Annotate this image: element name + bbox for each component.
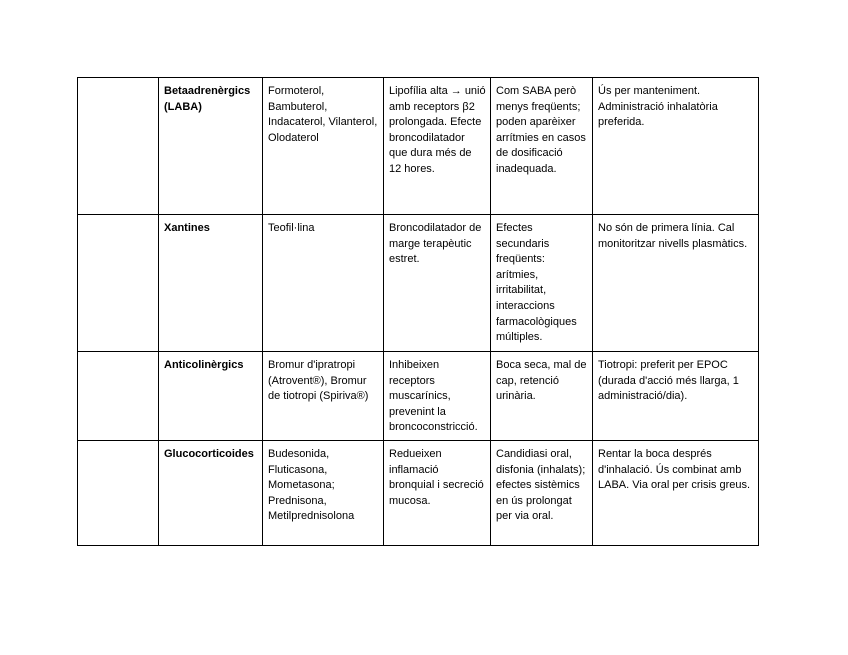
drug-table: [77, 77, 759, 546]
table-row: [78, 352, 759, 441]
category-cell: Betaadrenèrgics (LABA): [159, 78, 263, 215]
adverse-effects-cell: Candidiasi oral, disfonia (inhalats); efectes sistèmics en ús prolongat per via oral.: [491, 441, 593, 546]
category-cell: Anticolinèrgics: [159, 352, 263, 441]
notes-cell: No són de primera línia. Cal monitoritzar nivells plasmàtics.: [593, 215, 759, 352]
table-row: [78, 78, 759, 215]
mechanism-cell: Inhibeixen receptors muscarínics, prevenint la broncoconstricció.: [384, 352, 491, 441]
empty-cell: [78, 215, 159, 352]
category-cell: Glucocorticoides: [159, 441, 263, 546]
table-row: [78, 215, 759, 352]
mechanism-cell: Lipofília alta → unió amb receptors β2 prolongada. Efecte broncodilatador que dura més de 12 hores.: [384, 78, 491, 215]
adverse-effects-cell: Boca seca, mal de cap, retenció urinària.: [491, 352, 593, 441]
adverse-effects-cell: Efectes secundaris freqüents: arítmies, irritabilitat, interaccions farmacològiques múltiples.: [491, 215, 593, 352]
mechanism-cell: Broncodilatador de marge terapèutic estret.: [384, 215, 491, 352]
table-row: [78, 441, 759, 546]
empty-cell: [78, 78, 159, 215]
drugs-cell: Teofil·lina: [263, 215, 384, 352]
notes-cell: Rentar la boca després d'inhalació. Ús combinat amb LABA. Via oral per crisis greus.: [593, 441, 759, 546]
drugs-cell: Budesonida, Fluticasona, Mometasona; Prednisona, Metilprednisolona: [263, 441, 384, 546]
notes-cell: Tiotropi: preferit per EPOC (durada d'acció més llarga, 1 administració/dia).: [593, 352, 759, 441]
category-cell: Xantines: [159, 215, 263, 352]
empty-cell: [78, 352, 159, 441]
empty-cell: [78, 441, 159, 546]
mechanism-cell: Redueixen inflamació bronquial i secreció mucosa.: [384, 441, 491, 546]
drugs-cell: Formoterol, Bambuterol, Indacaterol, Vilanterol, Olodaterol: [263, 78, 384, 215]
drugs-cell: Bromur d'ipratropi (Atrovent®), Bromur de tiotropi (Spiriva®): [263, 352, 384, 441]
adverse-effects-cell: Com SABA però menys freqüents; poden aparèixer arrítmies en casos de dosificació inadequada.: [491, 78, 593, 215]
notes-cell: Ús per manteniment. Administració inhalatòria preferida.: [593, 78, 759, 215]
